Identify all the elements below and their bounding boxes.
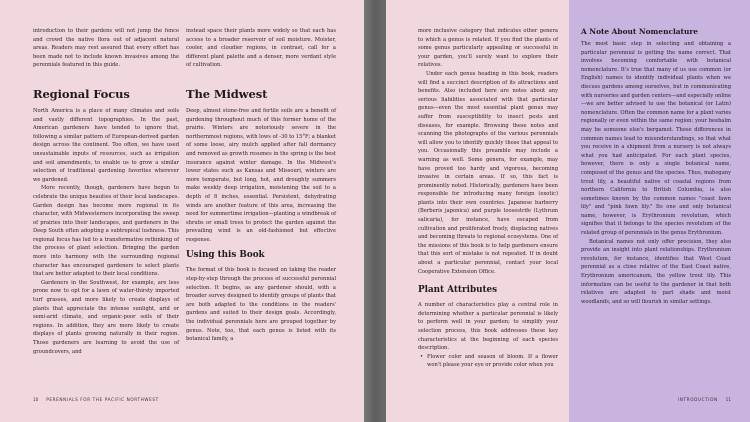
page-number: 10	[33, 397, 39, 402]
running-title: PERENNIALS FOR THE PACIFIC NORTHWEST	[46, 397, 159, 402]
body-paragraph: The format of this book is focused on taking the reader step-by-step through the process of successful perennial selection. It begins, as any gardener should, with a broader survey designed to identify groups of plants that are both adapted to the conditions in the readers' gardens and suited to their design goals. Accordingly, the individual perennials here are grouped together by genus. Note, too, that each genus is listed with its botanical family, a	[186, 267, 336, 343]
body-paragraph: A number of characteristics play a central role in determining whether a particular perennial is likely to perform well in your garden; to simplify your selection process, this book addresses these key characteristics at the beginning of each species description.	[418, 302, 558, 352]
body-paragraph: Gardeners in the Southwest, for example, are less prone now to opt for a lawn of water-thirsty imported turf grasses, and more likely to create displays of plants that appreciate the intense sunlight, arid or semi-arid climate, and organic-poor soils of their regions. In addition, they are more likely to create displays of plants growing naturally in their region. Those gardeners are learning to avoid the use of groundcovers, and	[33, 279, 179, 355]
plant-attributes-heading: Plant Attributes	[418, 285, 498, 296]
right-column-1	[418, 27, 558, 370]
nomenclature-sidebar	[581, 27, 731, 306]
body-paragraph: Under each genus heading in this book, readers will find a succinct description of its attractions and benefits. Also included here are notes about any serious liabilities associated with that particular genus—even the most essential plant genus may suffer from susceptibility to insect pests and diseases, for example. Browsing these notes and scanning the photographs of the various perennials will allow you to identify quickly those that appeal to you. Occasionally this preamble may include a warning as well. Some genera, for example, may have proved too hardy and vigorous, becoming invasive in certain areas. If so, this fact is prominently noted. Historically, gardeners have been responsible for introducing many foreign (exotic) plants into their own countries. Japanese barberry (Berberis japonica) and purple loosestrife (Lythrum salicaria), for instance, have escaped from cultivation and proliferated freely, displacing natives and becoming threats to regional ecosystems. One of the missions of this book is to help gardeners ensure that this sort of mistake is not repeated. If in doubt about a particular perennial, contact your local Cooperative Extension Office.	[418, 70, 558, 275]
left-column-1	[33, 27, 179, 356]
body-paragraph: Deep, almost stone-free and fertile soils are a benefit of gardening throughout much of this former home of the prairie. Winters are notoriously severe in the northernmost regions, with lows of -30 to 15°F; a blanket of some loose, airy mulch applied after fall dormancy and removed as growth resumes in the spring is the best insurance against winter damage. In the Midwest's lower states such as Kansas and Missouri, winters are more temperate, but long, hot, and droughty summers make weekly deep irrigation, moistening the soil to a depth of 8 inches, essential. Persistent, dehydrating winds are another feature of this area, increasing the need for summertime irrigation—planting a windbreak of shrubs or small trees to protect the garden against the prevailing wind is an old-fashioned but effective response.	[186, 107, 337, 243]
left-footer	[33, 397, 159, 403]
regional-focus-heading: Regional Focus	[33, 86, 130, 101]
page-number: 11	[725, 397, 731, 402]
sidebar-paragraph: The most basic step in selecting and obtaining a particular perennial is getting the name correct. That involves becoming comfortable with botanical nomenclature. It's true that many of us use common (or English) names to identify individual plants when we discuss gardens among ourselves, but in communicating with nurseries and garden centers—and especially online—we are better advised to use the botanical (or Latin) nomenclature. Often the common name for a plant varies regionally or even within the same region: your beebalm may be someone else's bergamot. These differences in common names lead to misunderstandings, so that what you receive in a shipment from a nursery is not always what you had anticipated. For each plant species, however, there is only a single botanical name, composed of the genus and the species. Thus, mahogany trout lily, a beautiful native of coastal regions from northern California to British Columbia, is also sometimes known by the common names "coast fawn lily" and "pink fawn lily." Its one and only botanical name, however, is Erythronium revolutum, which signifies that it belongs to the species revolutum of the related group of perennials in the genus Erythronium.	[581, 41, 731, 237]
using-this-book-heading: Using this Book	[186, 250, 265, 261]
right-footer	[678, 397, 731, 403]
nomenclature-heading: A Note About Nomenclature	[581, 27, 698, 36]
intro-paragraph: introduction to their gardens will not jump the fence and crowd the native flora out of adjacent natural areas. Readers may rest assured that every effort has been made not to include known invasives among the perennials featured in this guide.	[33, 28, 179, 69]
body-paragraph: North America is a place of many climates and soils and vastly different topographies. In the past, American gardeners have tended to ignore that, following a similar pattern of European-derived garden design across the continent. Too often, we have used unsustainable inputs of resources, such as irrigation and soil amendments, to enable us to grow a similar selection of traditional gardening favorites wherever we gardened.	[33, 107, 179, 183]
intro-paragraph: instead space their plants more widely so that each has access to a broader reservoir of soil moisture. Moister, cooler, and cloudier regions, in contrast, call for a different plant palette and a denser, more verdant style of cultivation.	[186, 28, 336, 69]
bullet-item: • Flower color and season of bloom. If a flower won't please your eye or provide color when you	[418, 353, 558, 370]
book-gutter	[364, 0, 386, 422]
left-column-2	[186, 27, 336, 344]
sidebar-paragraph: Botanical names not only offer precision, they also provide an insight into plant relationships. Erythronium revolutum, for instance, identifies that West Coast perennial as a close relative of the East Coast native, Erythronium americanum, the yellow trout lily. This information can be useful to the gardener in that both relatives are adapted to part shade and moist woodlands, and so will flourish in similar settings.	[581, 238, 731, 305]
midwest-heading: The Midwest	[186, 86, 268, 101]
body-paragraph: More recently, though, gardeners have begun to celebrate the unique beauties of their local landscapes. Garden design has become more regional in its character, with Midwesterners incorporating the sweep of prairies into their landscapes, and gardeners in the Deep South often adopting a subtropical lushness. This regional focus has led to a transformative rethinking of the process of plant selection. Bringing the garden more into harmony with the surrounding regional character has encouraged gardeners to select plants that are better adapted to their local conditions.	[33, 185, 179, 278]
body-paragraph: more inclusive category that indicates other genera to which a genus is related. If you find the plants of some genus particularly appealing or successful in your garden, you'll surely want to explore their relatives.	[418, 28, 558, 69]
running-title: INTRODUCTION	[677, 397, 718, 402]
